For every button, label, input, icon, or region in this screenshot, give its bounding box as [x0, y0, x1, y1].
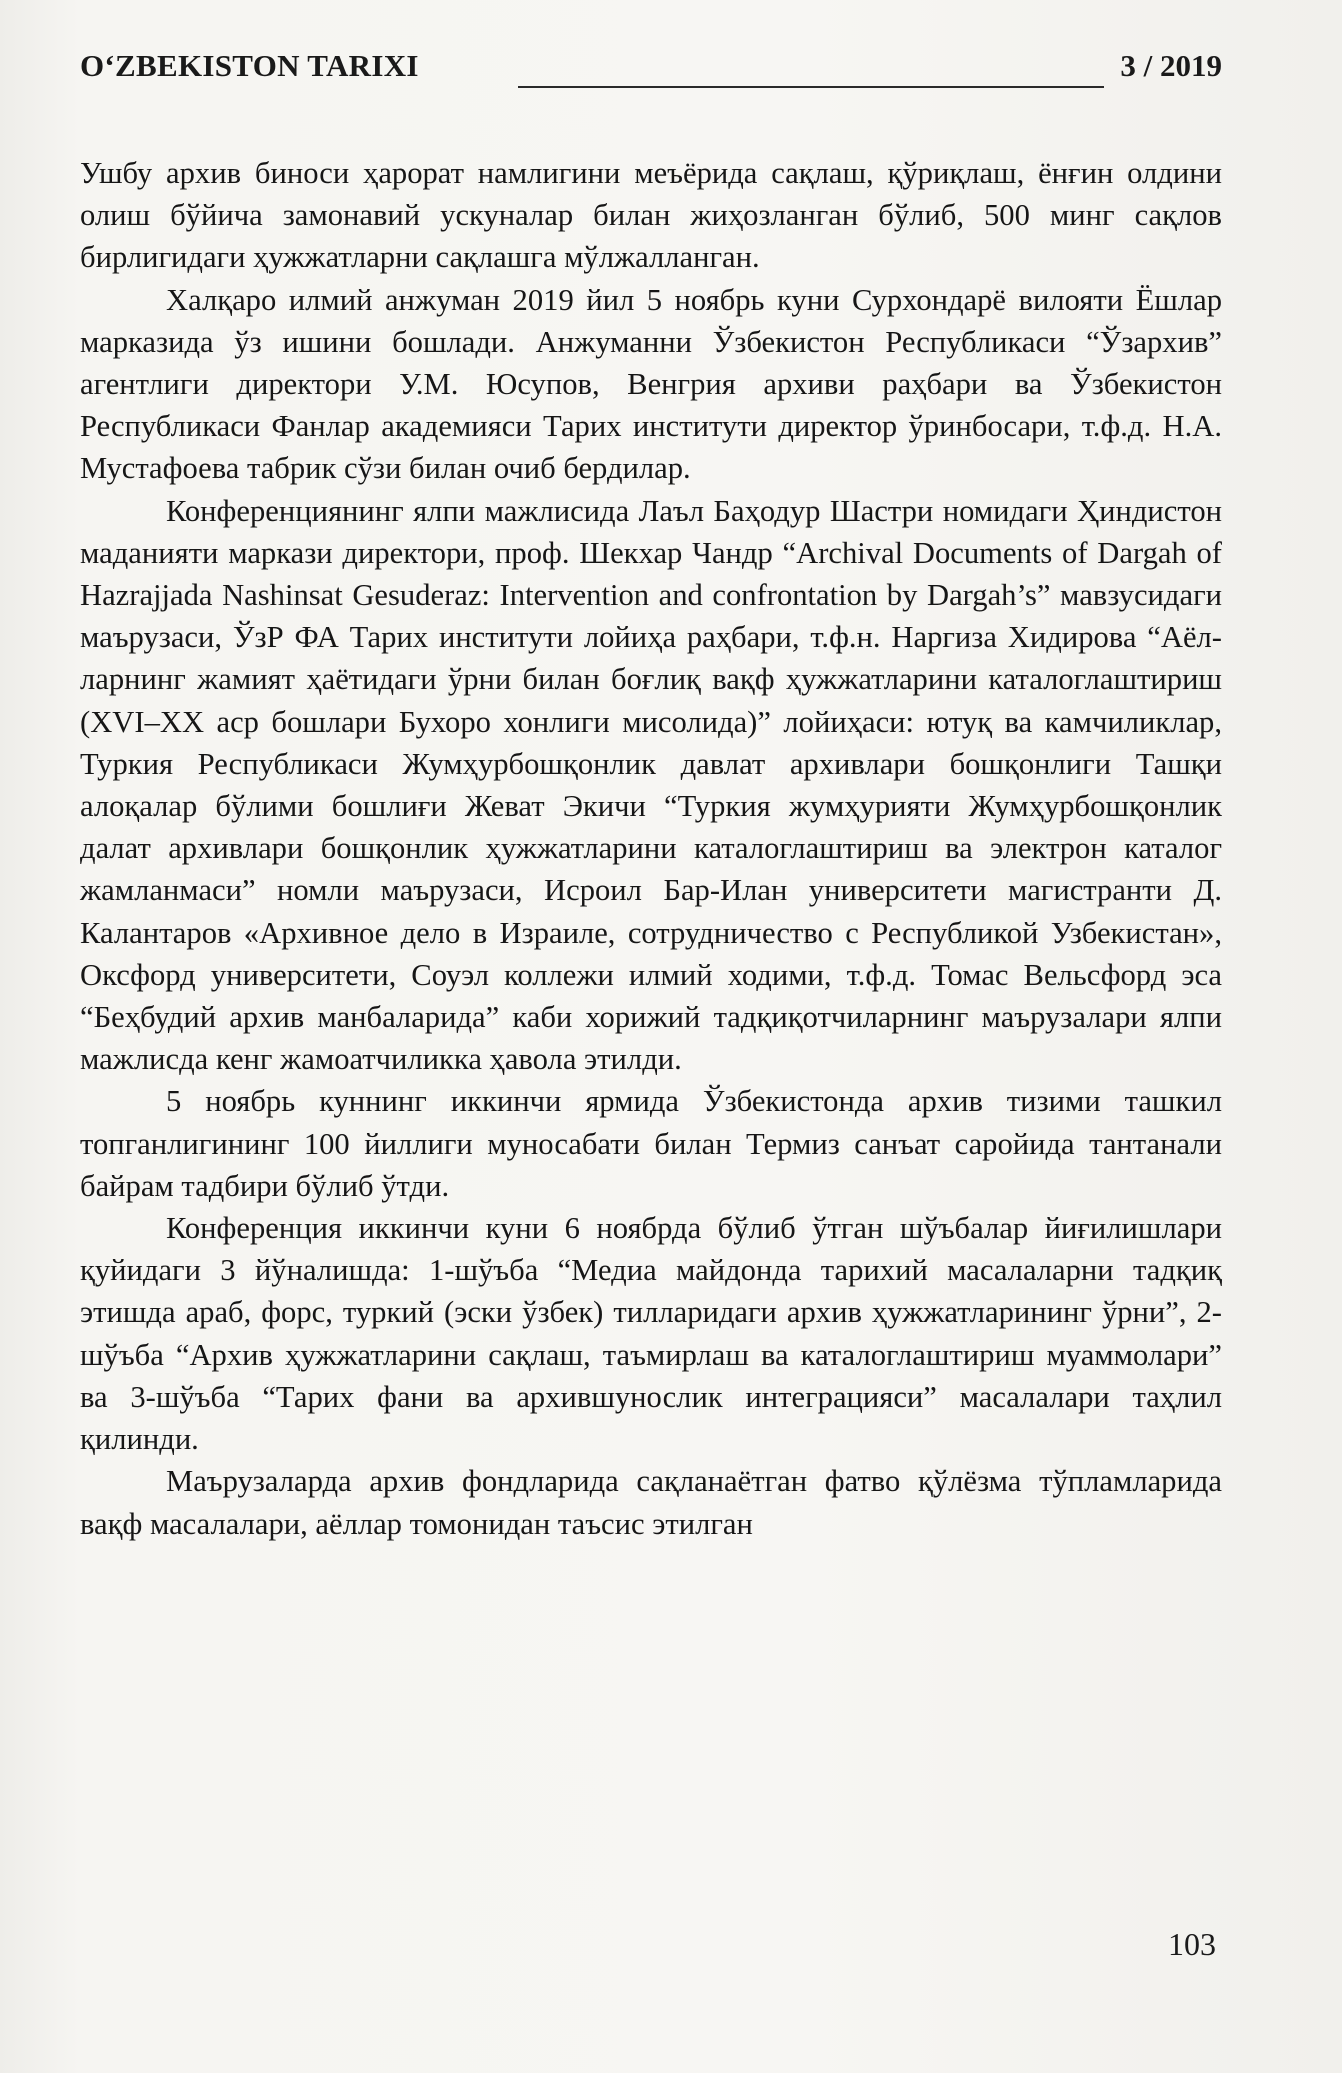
paragraph: Маърузаларда архив фондларида сақланаётган фатво қўлёзма тўпламларида вақф масалалари, аёллар томонидан таъсис этилган — [80, 1464, 1222, 1541]
paragraph: Ушбу архив биноси ҳарорат намлигини меъёрида сақлаш, қўриқлаш, ёнғин олдини олиш бўйича замонавий ускуналар билан жиҳозланган бўлиб, 500 минг сақлов бирлигидаги ҳужжатларни сақлашга мўлжалланган. — [80, 156, 1222, 275]
running-header — [80, 48, 1222, 92]
paragraph: Конференциянинг ялпи мажлисида Лаъл Баҳодур Шастри номидаги Ҳиндистон маданияти маркази директори, проф. Шекхар Чандр “Archival Documents of Dargah of Hazrajjada Nashinsat Gesuderaz: Intervention and confrontation by Dargah’s” мавзусидаги маърузаси, ЎзР ФА Тарих институти лойиҳа раҳбари, т.ф.н. Наргиза Хидирова “Аёлларнинг жамият ҳаётидаги ўрни билан боғлиқ вақф ҳужжатларини каталоглаштириш (XVI–XX аср бошлари Бухоро хонлиги мисолида)” лойиҳаси: ютуқ ва камчиликлар, Туркия Республикаси Жумҳурбошқонлик давлат архивлари бошқонлиги Ташқи алоқалар бўлими бошлиғи Жеват Экичи “Туркия жумҳурияти Жумҳурбошқонлик далат архивлари бошқонлик ҳужжатларини каталоглаштириш ва электрон каталог жамланмаси” номли маърузаси, Исроил Бар-Илан университети магистранти Д. Калантаров «Архивное дело в Израиле, сотрудничество с Республикой Узбекистан», Оксфорд университети, Соуэл коллежи илмий ходими, т.ф.д. Томас Вельсфорд эса “Беҳбудий архив манбаларида” каби хорижий тадқиқотчиларнинг маърузалари ялпи мажлисда кенг жамоатчиликка ҳавола этилди. — [80, 493, 1222, 1077]
issue-number: 3 / 2019 — [1120, 48, 1222, 83]
page-number: 103 — [1168, 1926, 1216, 1962]
paragraph: Конференция иккинчи куни 6 ноябрда бўлиб ўтган шўъбалар йиғилишлари қуйидаги 3 йўналишда: 1-шўъба “Медиа майдонда тарихий масалаларни тадқиқ этишда араб, форс, туркий (эски ўзбек) тилларидаги архив ҳужжатларининг ўрни”, 2-шўъба “Архив ҳужжатларини сақлаш, таъмирлаш ва каталоглаштириш муаммолари” ва 3-шўъба “Тарих фани ва архившунослик интеграцияси” масалалари таҳлил қилинди. — [80, 1211, 1222, 1457]
paragraph: 5 ноябрь куннинг иккинчи ярмида Ўзбекистонда архив тизими ташкил топганлигининг 100 йиллиги муносабати билан Термиз санъат саройида тантанали байрам тадбири бўлиб ўтди. — [80, 1084, 1222, 1203]
paragraph: Халқаро илмий анжуман 2019 йил 5 ноябрь куни Сурхондарё вилояти Ёшлар марказида ўз ишини бошлади. Анжуманни Ўзбекистон Республикаси “Ўзархив” агентлиги директори У.М. Юсупов, Венгрия архиви раҳбари ва Ўзбекистон Республикаси Фанлар академияси Тарих институти директор ўринбосари, т.ф.д. Н.А. Мустафоева табрик сўзи билан очиб бердилар. — [80, 282, 1222, 486]
header-rule — [518, 86, 1104, 88]
journal-title: O‘ZBEKISTON TARIXI — [80, 48, 419, 83]
article-body — [80, 152, 1222, 1545]
